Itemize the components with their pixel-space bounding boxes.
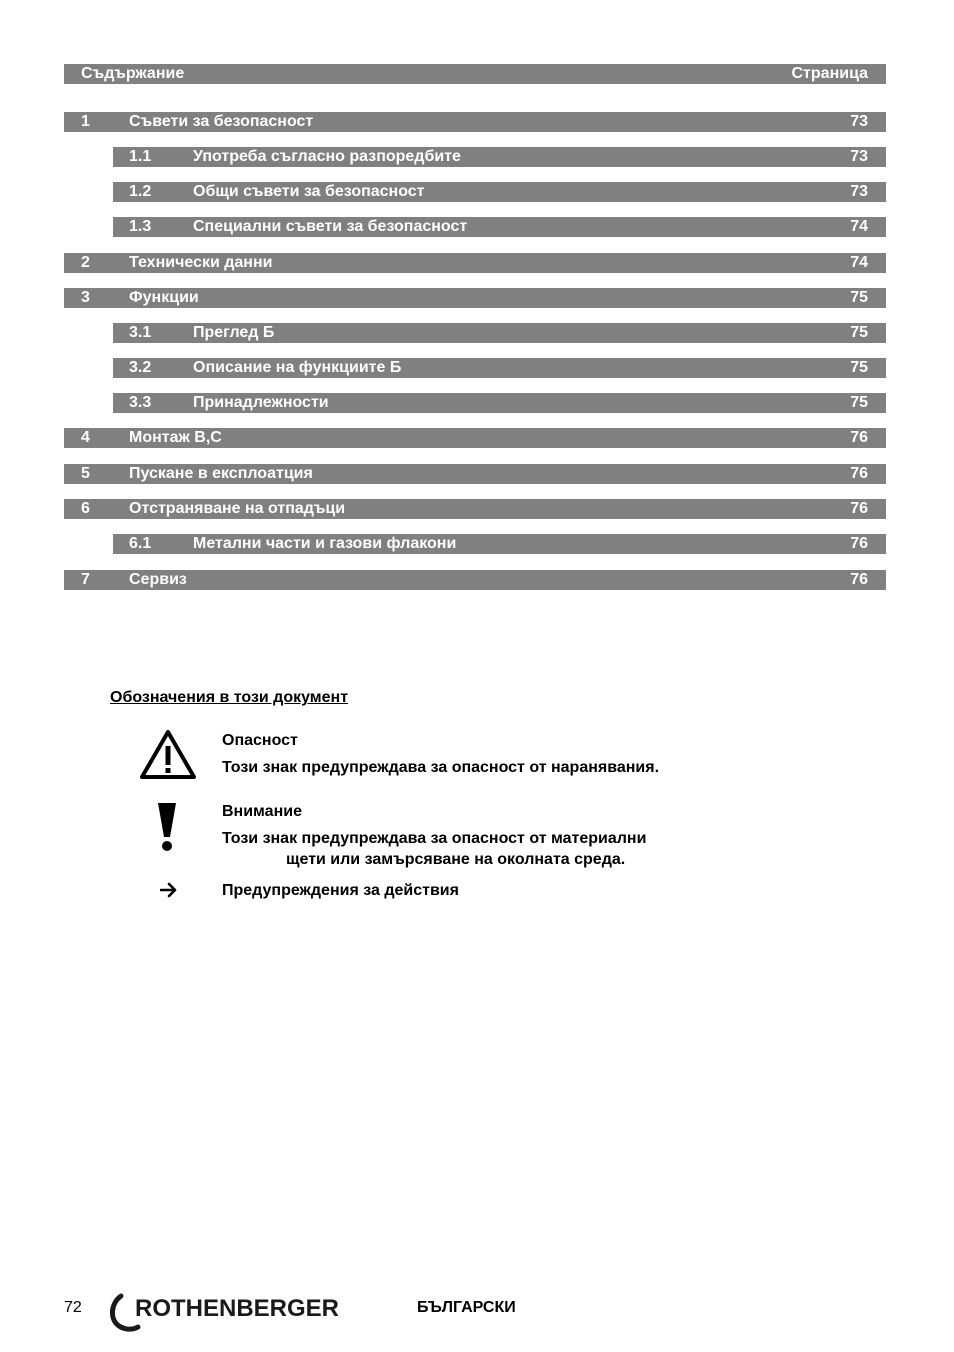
toc-row-number: 3.3 [129,394,152,411]
toc-row[interactable] [64,428,886,448]
toc-row-title: Функции [129,289,199,306]
warning-title: Внимание [222,803,302,820]
toc-row[interactable] [64,464,886,484]
arrow-right-icon [160,882,178,898]
page-number: 72 [64,1299,82,1316]
action-text: Предупреждения за действия [222,882,459,899]
toc-row-title: Специални съвети за безопасност [193,218,468,235]
toc-header [64,64,886,84]
toc-row-number: 5 [81,465,90,482]
exclamation-icon [155,801,179,853]
toc-row-number: 1.1 [129,148,152,165]
toc-row[interactable] [113,217,886,237]
danger-text: Този знак предупреждава за опасност от наранявания. [222,759,660,776]
toc-row[interactable] [64,253,886,273]
toc-row[interactable] [113,393,886,413]
brand-logo-text: ROTHENBERGER [135,1295,340,1322]
toc-row-number: 7 [81,571,90,588]
legend-title: Обозначения в този документ [110,689,349,706]
toc-row-title: Преглед Б [193,324,275,341]
toc-row-page: 73 [850,113,868,130]
toc-row-number: 6.1 [129,535,152,552]
toc-row[interactable] [113,147,886,167]
toc-row-title: Употреба съгласно разпоредбите [193,148,461,165]
toc-row-title: Описание на функциите Б [193,359,402,376]
warning-triangle-icon [139,729,197,781]
warning-text-line2: щети или замърсяване на околната среда. [286,851,626,868]
toc-row-number: 3.2 [129,359,152,376]
toc-row-page: 76 [850,465,868,482]
toc-row-page: 73 [850,183,868,200]
toc-row[interactable] [64,570,886,590]
toc-row-title: Принадлежности [193,394,329,411]
toc-row-page: 76 [850,500,868,517]
toc-row-page: 76 [850,535,868,552]
toc-row-page: 76 [850,429,868,446]
toc-row-number: 1.2 [129,183,152,200]
toc-row[interactable] [64,288,886,308]
toc-header-title: Съдържание [81,65,185,82]
toc-row-page: 73 [850,148,868,165]
toc-row-title: Отстраняване на отпадъци [129,500,346,517]
toc-row-number: 3.1 [129,324,152,341]
toc-header-page-label: Страница [791,65,868,82]
toc-row-number: 3 [81,289,90,306]
warning-text-line1: Този знак предупреждава за опасност от материални [222,830,647,847]
toc-row[interactable] [113,182,886,202]
toc-row-title: Технически данни [129,254,273,271]
toc-row[interactable] [113,358,886,378]
toc-row-number: 2 [81,254,90,271]
toc-row[interactable] [64,112,886,132]
toc-row-title: Сервиз [129,571,187,588]
toc-row[interactable] [64,499,886,519]
toc-row-title: Общи съвети за безопасност [193,183,425,200]
toc-row-title: Метални части и газови флакони [193,535,457,552]
toc-row-number: 1.3 [129,218,152,235]
toc-row[interactable] [113,534,886,554]
toc-row-page: 75 [850,394,868,411]
toc-row-page: 75 [850,359,868,376]
language-label: БЪЛГАРСКИ [417,1299,516,1316]
toc-row-page: 75 [850,324,868,341]
toc-row-number: 4 [81,429,90,446]
toc-row-page: 75 [850,289,868,306]
toc-row-title: Пускане в експлоатция [129,465,313,482]
toc-row-page: 74 [850,218,868,235]
toc-row-number: 1 [81,113,90,130]
danger-title: Опасност [222,732,298,749]
toc-row-title: Съвети за безопасност [129,113,314,130]
toc-row-number: 6 [81,500,90,517]
toc-row-page: 76 [850,571,868,588]
toc-row-title: Монтаж В,С [129,429,222,446]
toc-row[interactable] [113,323,886,343]
toc-row-page: 74 [850,254,868,271]
